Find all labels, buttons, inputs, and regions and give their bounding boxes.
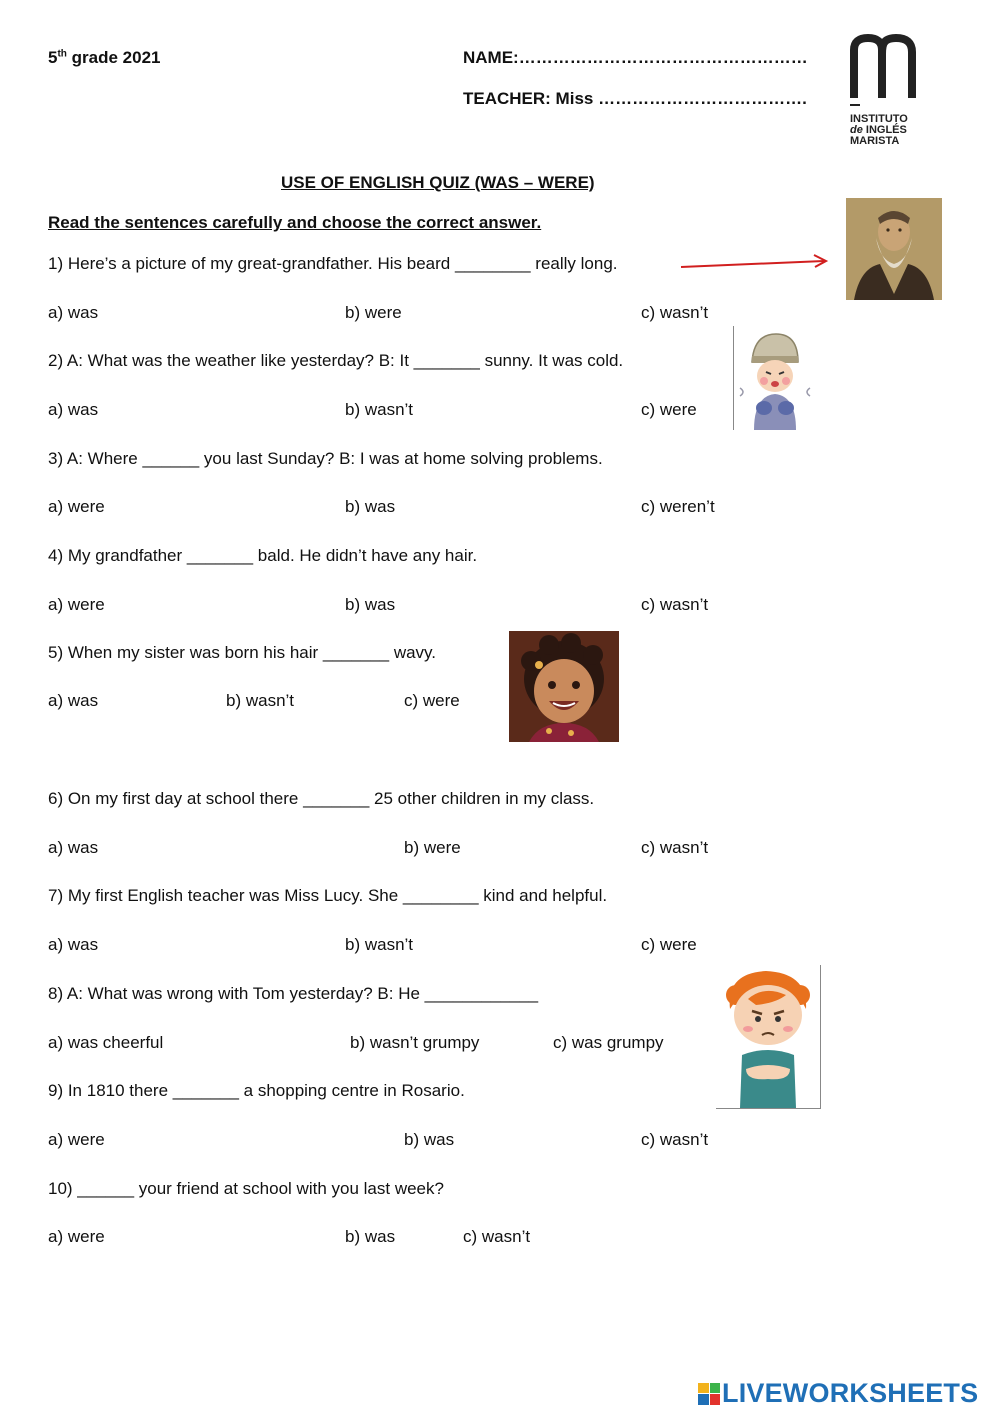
q2-option-a[interactable]: a) was	[48, 400, 99, 419]
question-2: 2) A: What was the weather like yesterday? B: It _______ sunny. It was cold.	[48, 351, 624, 370]
question-8: 8) A: What was wrong with Tom yesterday? B: He ____________	[48, 984, 539, 1003]
q7-option-c[interactable]: c) were	[641, 935, 697, 954]
liveworksheets-logo-icon	[698, 1383, 720, 1405]
q7-option-a[interactable]: a) was	[48, 935, 99, 954]
grade-label	[48, 48, 160, 68]
q10-option-c[interactable]: c) wasn’t	[463, 1227, 531, 1246]
smiling-baby-icon	[509, 631, 619, 742]
q5-option-a[interactable]: a) was	[48, 691, 99, 710]
name-field[interactable]: NAME:……………………………………………	[463, 48, 808, 67]
q6-option-b[interactable]: b) were	[404, 838, 461, 857]
question-9: 9) In 1810 there _______ a shopping centre in Rosario.	[48, 1081, 465, 1100]
q1-option-a[interactable]: a) was	[48, 303, 99, 322]
q8-option-b[interactable]: b) wasn’t grumpy	[350, 1033, 480, 1052]
q2-option-b[interactable]: b) wasn’t	[345, 400, 414, 419]
q9-option-b[interactable]: b) was	[404, 1130, 455, 1149]
q8-option-c[interactable]: c) was grumpy	[553, 1033, 664, 1052]
logo-line-2-italic: de	[850, 124, 863, 136]
page-title: USE OF ENGLISH QUIZ (WAS – WERE)	[281, 173, 595, 192]
grade-number: 5	[48, 48, 58, 67]
shivering-person-icon	[734, 326, 816, 430]
great-grandfather-photo	[846, 198, 942, 300]
q2-option-c[interactable]: c) were	[641, 400, 697, 419]
q6-option-a[interactable]: a) was	[48, 838, 99, 857]
logo-text	[850, 114, 908, 147]
school-logo	[848, 34, 928, 154]
question-3: 3) A: Where ______ you last Sunday? B: I was at home solving problems.	[48, 449, 603, 468]
q5-option-b[interactable]: b) wasn’t	[226, 691, 295, 710]
red-arrow-icon	[678, 252, 838, 272]
logo-dash	[850, 104, 860, 106]
q8-option-a[interactable]: a) was cheerful	[48, 1033, 164, 1052]
q4-option-a[interactable]: a) were	[48, 595, 105, 614]
logo-m-icon	[848, 34, 920, 98]
q4-option-b[interactable]: b) was	[345, 595, 396, 614]
liveworksheets-watermark	[698, 1378, 978, 1409]
q6-option-c[interactable]: c) wasn’t	[641, 838, 709, 857]
watermark-text: LIVEWORKSHEETS	[722, 1378, 979, 1408]
q3-option-b[interactable]: b) was	[345, 497, 396, 516]
logo-line-1: INSTITUTO	[850, 113, 908, 125]
q9-option-a[interactable]: a) were	[48, 1130, 105, 1149]
grumpy-boy-icon	[716, 965, 820, 1108]
question-5: 5) When my sister was born his hair _______ wavy.	[48, 643, 437, 662]
q10-option-a[interactable]: a) were	[48, 1227, 105, 1246]
question-10: 10) ______ your friend at school with you last week?	[48, 1179, 444, 1198]
teacher-field[interactable]: TEACHER: Miss ……………………………….	[463, 89, 807, 108]
instruction: Read the sentences carefully and choose the correct answer.	[48, 213, 542, 232]
q10-option-b[interactable]: b) was	[345, 1227, 396, 1246]
question-6: 6) On my first day at school there _______ 25 other children in my class.	[48, 789, 595, 808]
question-7: 7) My first English teacher was Miss Lucy. She ________ kind and helpful.	[48, 886, 608, 905]
q1-option-b[interactable]: b) were	[345, 303, 402, 322]
q3-option-a[interactable]: a) were	[48, 497, 105, 516]
baby-photo	[509, 631, 619, 742]
grade-year: grade 2021	[66, 48, 161, 67]
cold-person-image	[733, 326, 816, 430]
grumpy-boy-image	[716, 965, 821, 1109]
q5-option-c[interactable]: c) were	[404, 691, 460, 710]
logo-line-3: MARISTA	[850, 135, 900, 147]
q1-option-c[interactable]: c) wasn’t	[641, 303, 709, 322]
logo-line-2-rest: INGLÉS	[862, 124, 907, 136]
q9-option-c[interactable]: c) wasn’t	[641, 1130, 709, 1149]
bearded-man-icon	[846, 198, 942, 300]
q3-option-c[interactable]: c) weren’t	[641, 497, 715, 516]
q4-option-c[interactable]: c) wasn’t	[641, 595, 709, 614]
question-4: 4) My grandfather _______ bald. He didn’t have any hair.	[48, 546, 478, 565]
q7-option-b[interactable]: b) wasn’t	[345, 935, 414, 954]
grade-suffix: th	[57, 48, 67, 60]
question-1: 1) Here’s a picture of my great-grandfather. His beard ________ really long.	[48, 254, 618, 273]
